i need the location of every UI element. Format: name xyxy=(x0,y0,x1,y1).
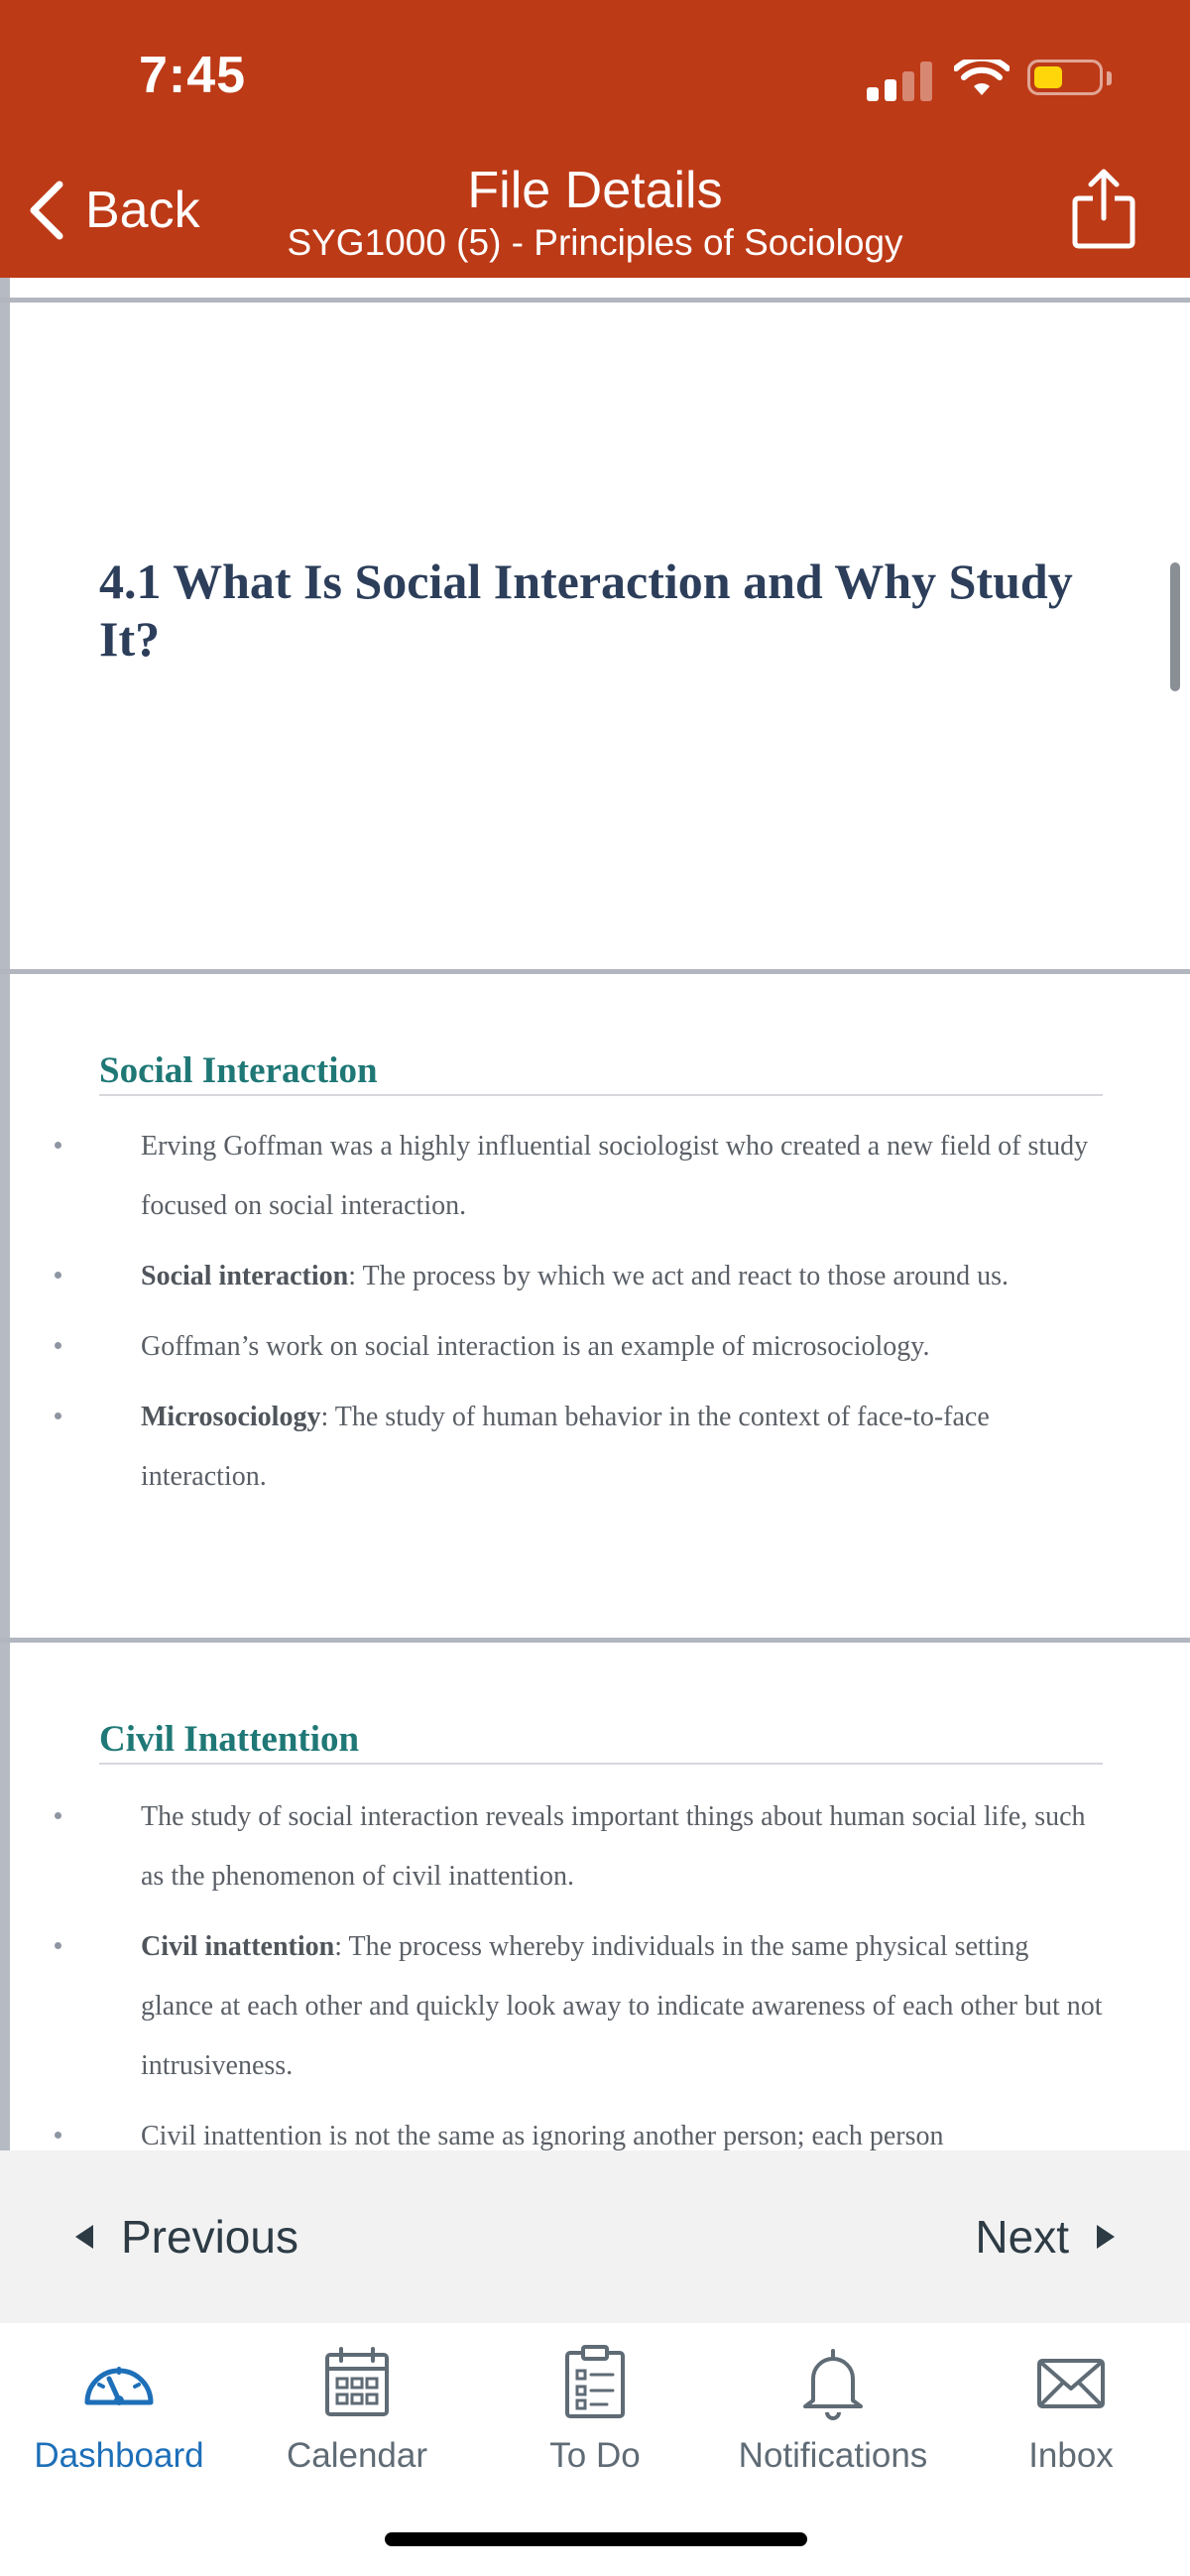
list-item xyxy=(0,1787,1190,1906)
term-civil-inattention: Civil inattention xyxy=(141,1931,335,1962)
cellular-signal-icon xyxy=(867,61,932,101)
bullet-dot xyxy=(55,1812,61,1819)
bullet-dot xyxy=(55,1272,61,1279)
bell-icon xyxy=(793,2343,873,2422)
bullet-text: The study of social interaction reveals important things about human social life, such as the phenomenon of civil inattention. xyxy=(141,1801,1086,1892)
tab-notifications[interactable] xyxy=(714,2343,952,2502)
home-indicator[interactable] xyxy=(385,2532,807,2546)
slide-divider xyxy=(0,298,1190,303)
bullet-text: Civil inattention is not the same as ignoring another person; each person xyxy=(141,2121,944,2150)
back-button-label: Back xyxy=(85,182,200,239)
scrollbar-thumb[interactable] xyxy=(1170,562,1180,691)
previous-button[interactable] xyxy=(75,2150,298,2323)
caret-left-icon xyxy=(75,2225,93,2249)
bullet-text: Microsociology: The study of human behavior in the context of face-to-face interaction. xyxy=(141,1402,990,1492)
dashboard-icon xyxy=(79,2343,159,2422)
list-item xyxy=(0,1317,1190,1377)
bullet-text: Civil inattention: The process whereby individuals in the same physical setting glance at each other and quickly look away to indicate awareness of each other but not intrusiveness. xyxy=(141,1931,1103,2081)
tab-todo[interactable] xyxy=(476,2343,714,2502)
tab-label: Notifications xyxy=(738,2436,928,2475)
todo-icon xyxy=(555,2343,635,2422)
bullet-dot xyxy=(55,1942,61,1949)
heading-underline xyxy=(99,1763,1103,1765)
list-item xyxy=(0,1117,1190,1236)
slide-title: 4.1 What Is Social Interaction and Why Study It? xyxy=(99,553,1073,667)
share-icon[interactable] xyxy=(1069,167,1138,250)
tab-inbox[interactable] xyxy=(952,2343,1190,2502)
bullet-text: Social interaction: The process by which we act and react to those around us. xyxy=(141,1261,1010,1291)
bullet-dot xyxy=(55,1412,61,1419)
bullet-text: Goffman’s work on social interaction is an example of microsociology. xyxy=(141,1331,930,1362)
document-viewer[interactable] xyxy=(0,278,1190,2150)
list-item xyxy=(0,1388,1190,1507)
page-title: File Details xyxy=(467,162,723,219)
term-social-interaction: Social interaction xyxy=(141,1261,349,1291)
list-item xyxy=(0,1917,1190,2096)
app-header xyxy=(0,0,1190,278)
course-subtitle: SYG1000 (5) - Principles of Sociology xyxy=(287,222,903,263)
section-heading: Social Interaction xyxy=(99,1050,378,1091)
term-microsociology: Microsociology xyxy=(141,1402,321,1432)
bullet-dot xyxy=(55,1142,61,1149)
tab-label: Inbox xyxy=(1028,2436,1114,2475)
tab-dashboard[interactable] xyxy=(0,2343,238,2502)
tab-label: Dashboard xyxy=(34,2436,204,2475)
slide-divider xyxy=(0,1638,1190,1643)
heading-underline xyxy=(99,1094,1103,1096)
previous-label: Previous xyxy=(121,2211,298,2263)
tab-label: Calendar xyxy=(286,2436,428,2475)
bullet-list xyxy=(0,1787,1190,2150)
bullet-dot xyxy=(55,1342,61,1349)
tab-label: To Do xyxy=(549,2436,641,2475)
bullet-dot xyxy=(55,2132,61,2139)
bullet-text: Erving Goffman was a highly influential sociologist who created a new field of study focused on social interaction. xyxy=(141,1131,1089,1221)
status-time: 7:45 xyxy=(139,47,247,104)
caret-right-icon xyxy=(1097,2225,1115,2249)
battery-cap xyxy=(1107,71,1112,85)
bullet-list xyxy=(0,1117,1190,1507)
inbox-icon xyxy=(1031,2343,1111,2422)
calendar-icon xyxy=(317,2343,397,2422)
battery-icon xyxy=(1027,60,1103,95)
list-item xyxy=(0,1247,1190,1306)
next-button[interactable] xyxy=(975,2150,1115,2323)
section-heading: Civil Inattention xyxy=(99,1719,360,1760)
wifi-icon xyxy=(954,60,1010,99)
slide-divider xyxy=(0,969,1190,974)
list-item xyxy=(0,2107,1190,2150)
pager-bar xyxy=(0,2150,1190,2323)
next-label: Next xyxy=(975,2211,1069,2263)
tab-calendar[interactable] xyxy=(238,2343,476,2502)
